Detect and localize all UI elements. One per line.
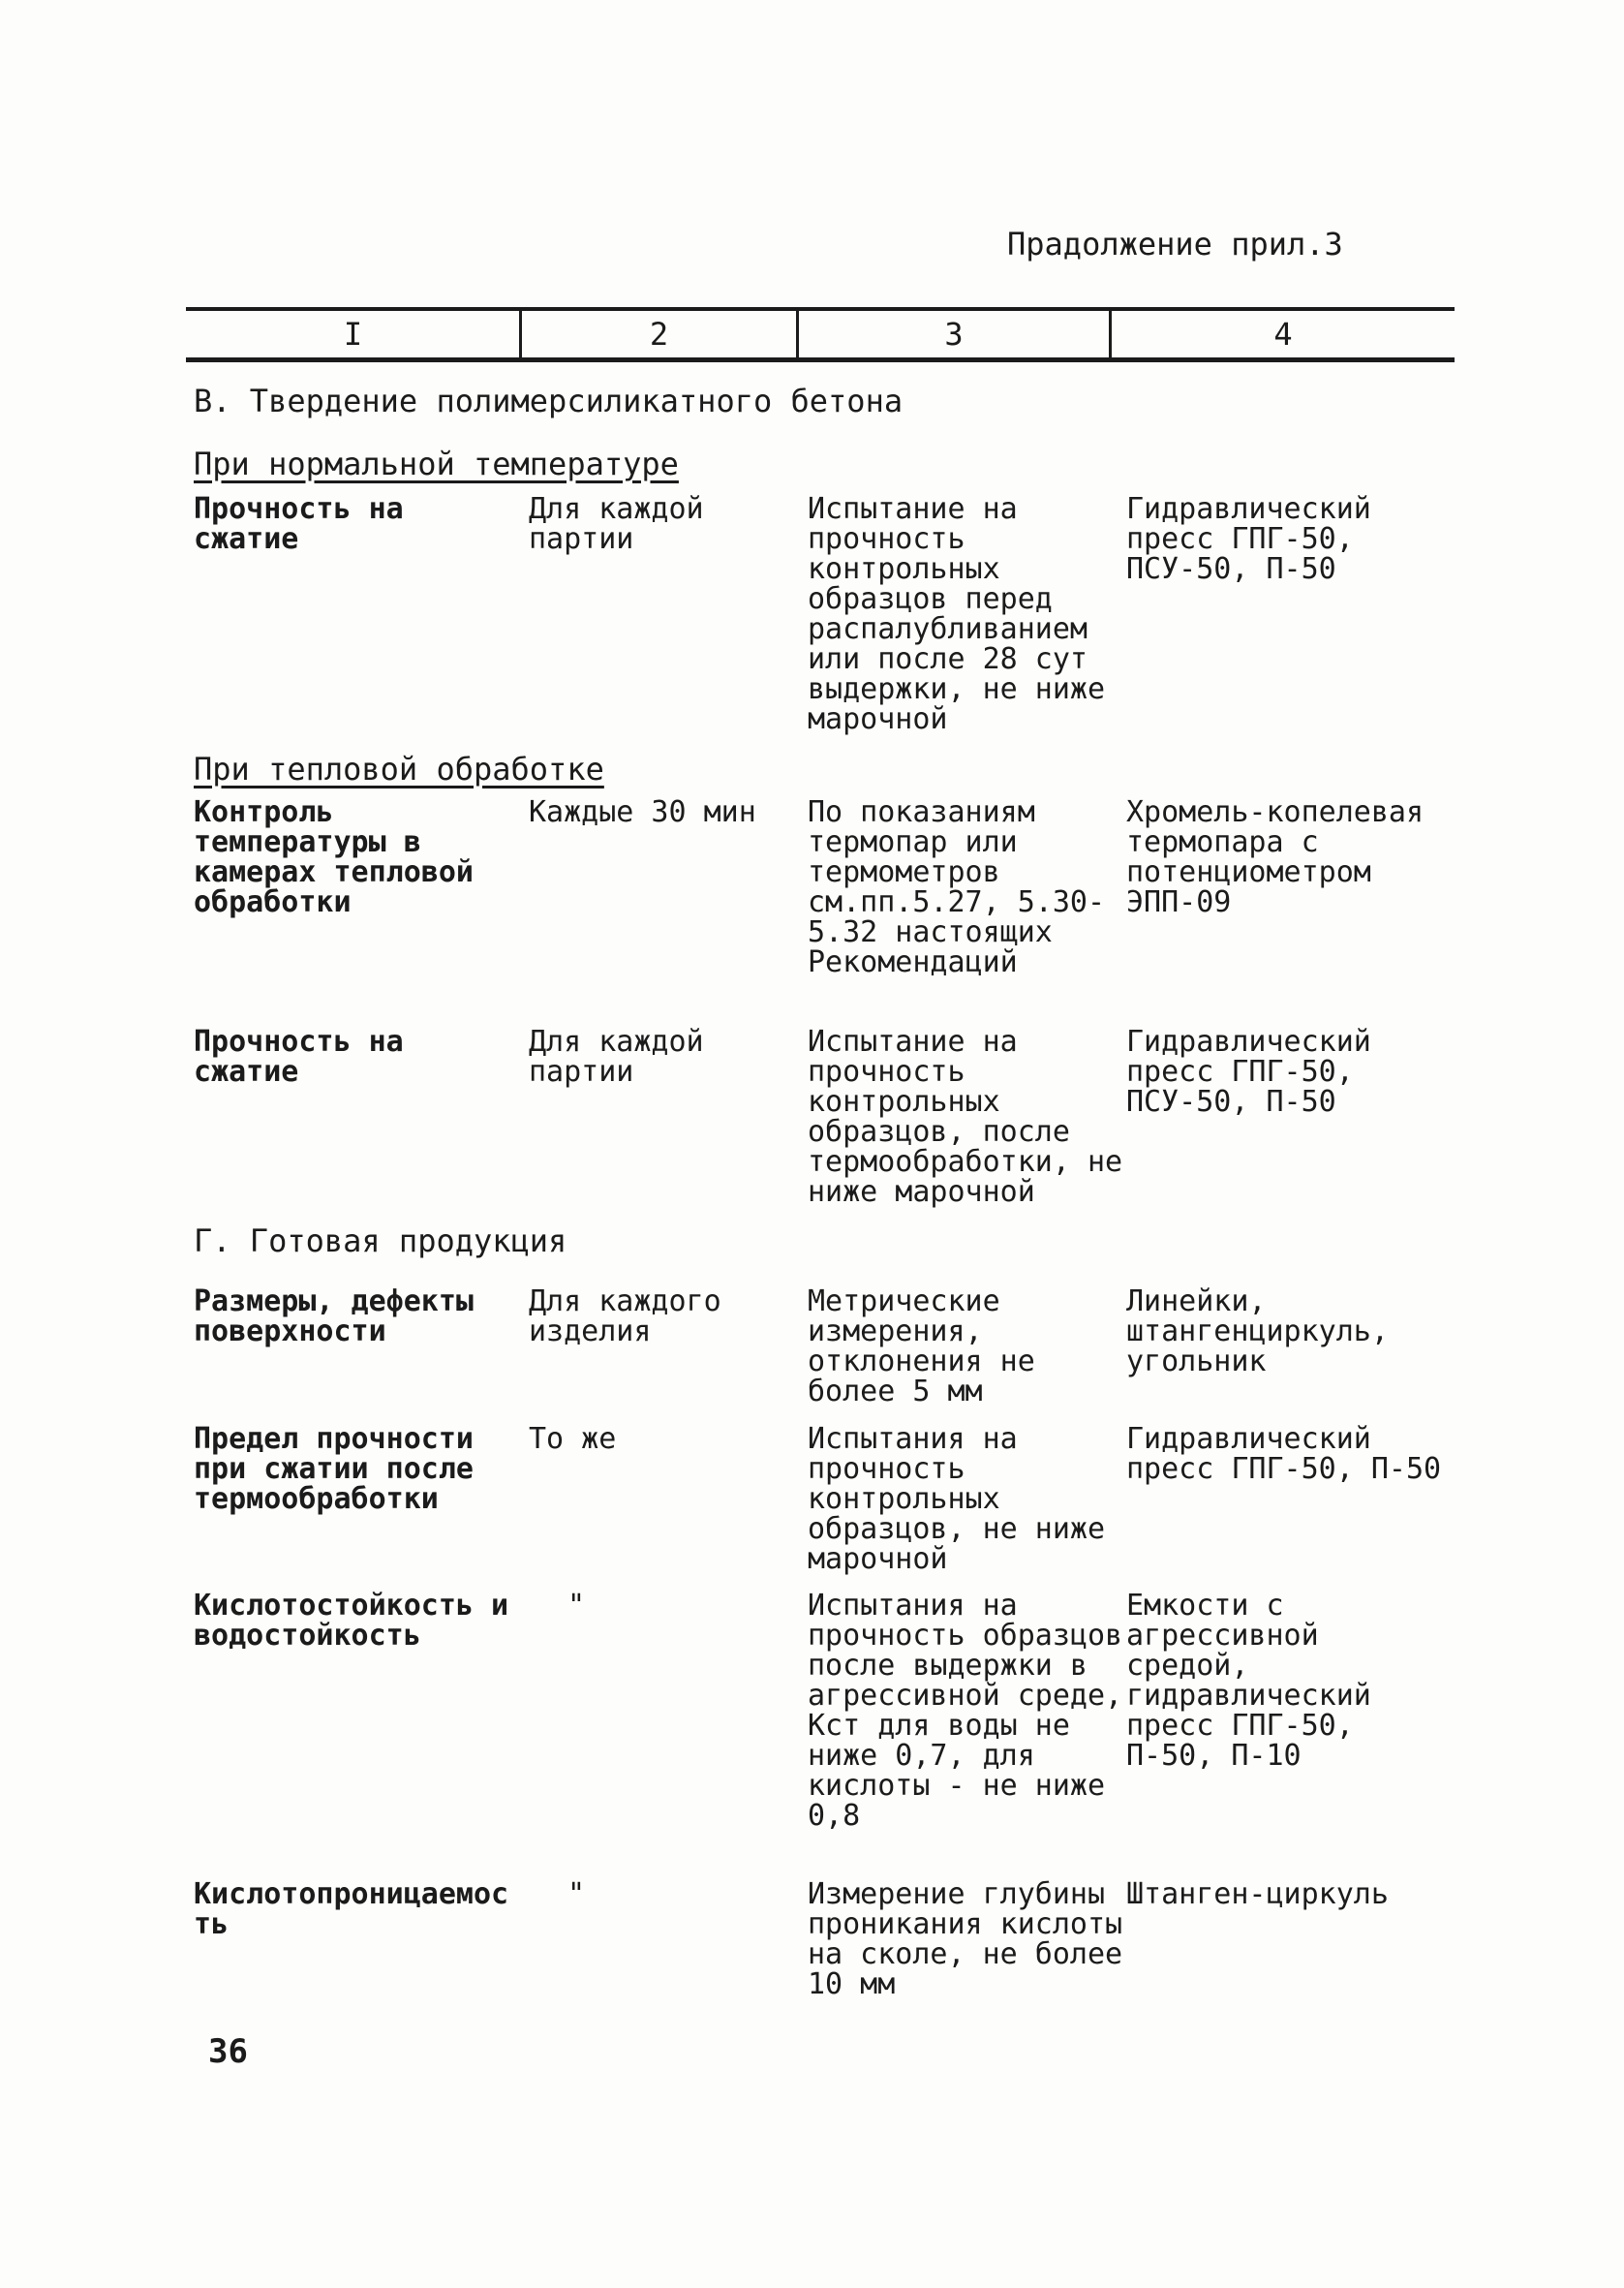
- parameter-cell: Кислотопроницаемость: [194, 1877, 509, 1941]
- frequency-cell: Для каждой партии: [529, 492, 704, 556]
- method-cell: Измерение глубины проникания кислоты на сколе, не более 10 мм: [808, 1877, 1123, 2001]
- frequency-cell: Каждые 30 мин: [529, 795, 756, 829]
- parameter-cell: Прочность на сжатие: [194, 1025, 404, 1089]
- subsection-title: При нормальной температуре: [194, 446, 679, 482]
- section-title: В. Твердение полимерсиликатного бетона: [194, 383, 904, 419]
- column-header-1: I: [343, 316, 363, 353]
- equipment-cell: Емкости с агрессивной средой, гидравлический пресс ГПГ-50, П-50, П-10: [1126, 1589, 1371, 1773]
- column-header-3: 3: [944, 316, 964, 353]
- method-cell: Испытание на прочность контрольных образцов, после термообработки, не ниже марочной: [808, 1025, 1123, 1209]
- method-cell: Испытания на прочность образцов после выдержки в агрессивной среде, Кст для воды не ниже 0,7, для кислоты - не ниже 0,8: [808, 1589, 1123, 1833]
- section-title: Г. Готовая продукция: [194, 1222, 567, 1259]
- continuation-label: Прадолжение прил.3: [1007, 226, 1343, 263]
- frequency-cell: То же: [529, 1422, 617, 1456]
- equipment-cell: Штанген-циркуль: [1126, 1877, 1389, 1911]
- method-cell: По показаниям термопар или термометров см.пп.5.27, 5.30-5.32 настоящих Рекомендаций: [808, 795, 1106, 979]
- equipment-cell: Гидравлический пресс ГПГ-50, ПСУ-50, П-50: [1126, 1025, 1371, 1119]
- frequency-cell: Для каждой партии: [529, 1025, 704, 1089]
- equipment-cell: Линейки, штангенциркуль, угольник: [1126, 1284, 1389, 1378]
- equipment-cell: Гидравлический пресс ГПГ-50, П-50: [1126, 1422, 1442, 1486]
- method-cell: Испытания на прочность контрольных образцов, не ниже марочной: [808, 1422, 1106, 1576]
- column-header-2: 2: [649, 316, 669, 353]
- equipment-cell: Хромель-копелевая термопара с потенциометром ЭПП-09: [1126, 795, 1425, 919]
- parameter-cell: Контроль температуры в камерах тепловой обработки: [194, 795, 474, 919]
- parameter-cell: Кислотостойкость и водостойкость: [194, 1589, 509, 1653]
- equipment-cell: Гидравлический пресс ГПГ-50, ПСУ-50, П-50: [1126, 492, 1371, 586]
- ditto-mark: ": [567, 1877, 586, 1911]
- parameter-cell: Прочность на сжатие: [194, 492, 404, 556]
- column-header-4: 4: [1273, 316, 1293, 353]
- method-cell: Испытание на прочность контрольных образцов перед распалубливанием или после 28 сут выдержки, не ниже марочной: [808, 492, 1106, 736]
- ditto-mark: ": [567, 1589, 586, 1623]
- method-cell: Метрические измерения, отклонения не более 5 мм: [808, 1284, 1035, 1408]
- frequency-cell: Для каждого изделия: [529, 1284, 721, 1348]
- subsection-title: При тепловой обработке: [194, 751, 604, 788]
- page-number: 36: [208, 2032, 248, 2071]
- parameter-cell: Размеры, дефекты поверхности: [194, 1284, 474, 1348]
- parameter-cell: Предел прочности при сжатии после термообработки: [194, 1422, 474, 1516]
- table-header-rule: [186, 357, 1455, 362]
